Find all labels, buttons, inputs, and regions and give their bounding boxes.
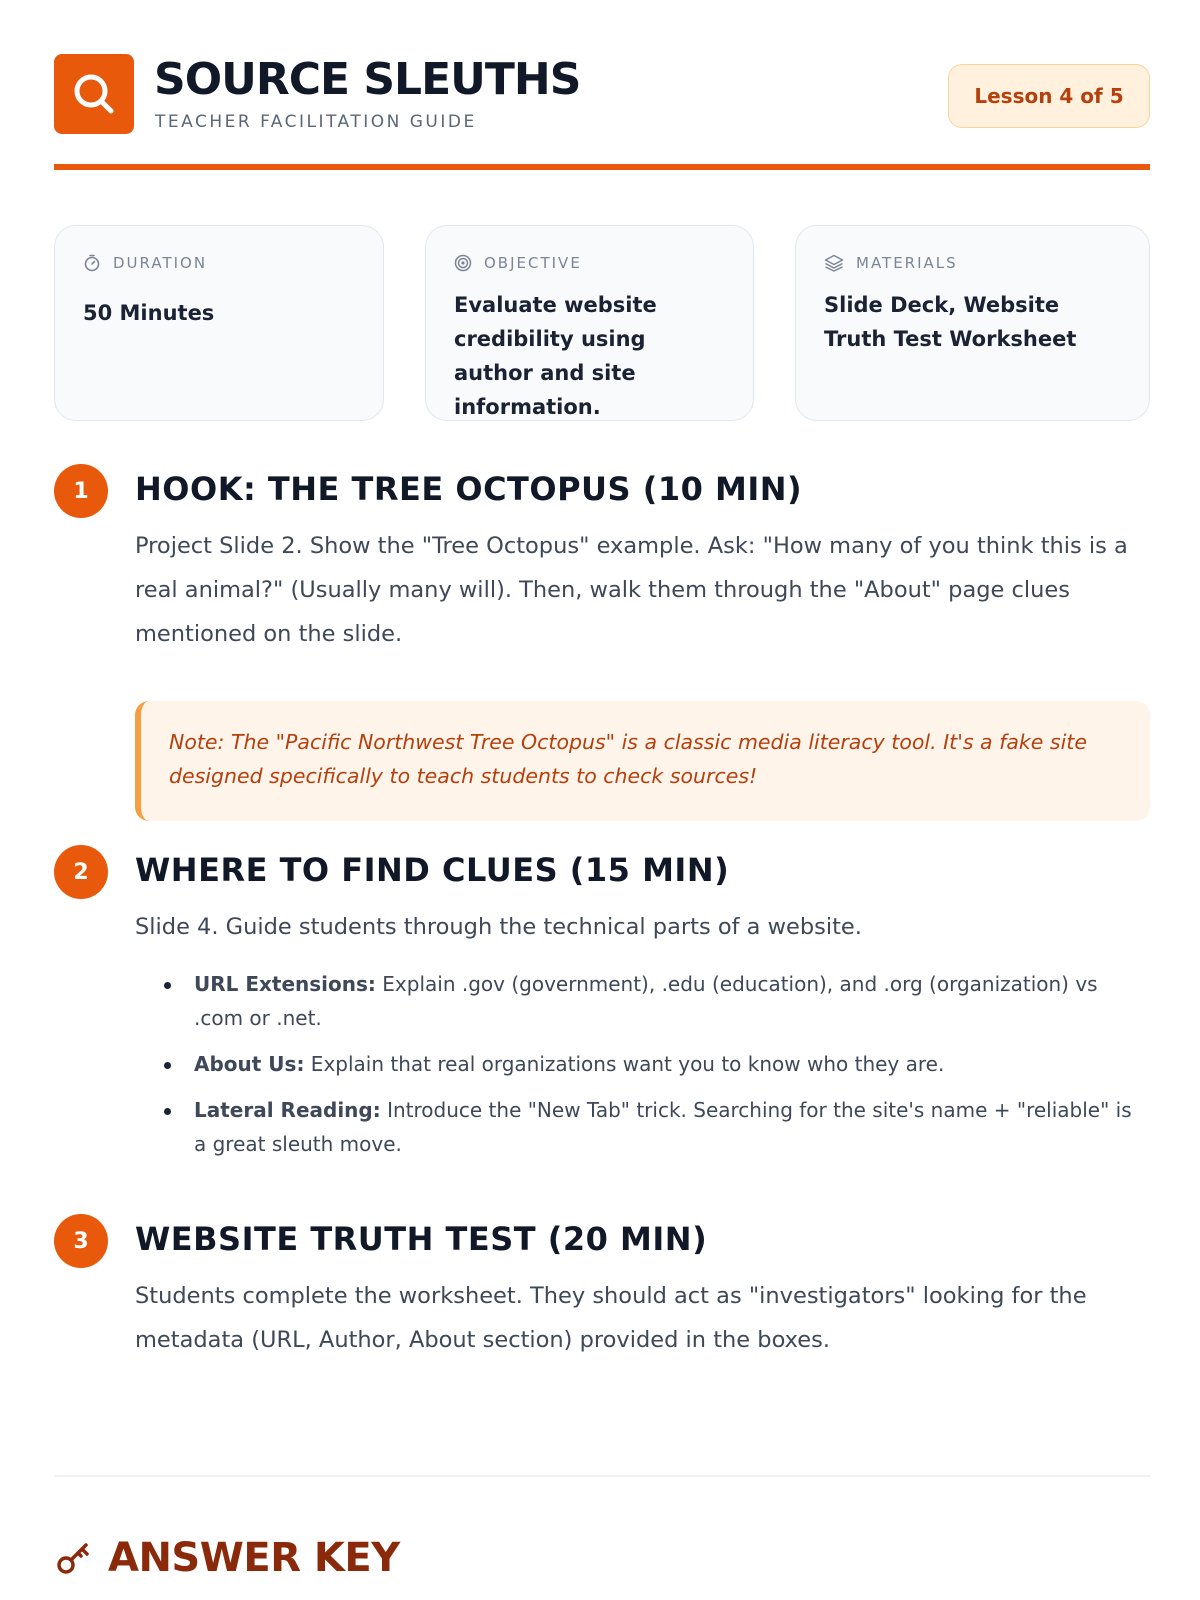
search-icon: [70, 70, 118, 118]
section-clues: [54, 843, 1150, 1173]
brand-subtitle: TEACHER FACILITATION GUIDE: [155, 112, 477, 132]
list-item: [162, 1047, 1150, 1081]
list-item-heading: About Us:: [194, 1052, 305, 1076]
card-value: Slide Deck, Website Truth Test Worksheet: [824, 293, 1077, 351]
note-callout: Note: The "Pacific Northwest Tree Octopus" is a classic media literacy tool. It's a fake site designed specifically to teach students to check sources!: [135, 701, 1150, 821]
list-item: [162, 1093, 1150, 1161]
clue-list: [162, 967, 1150, 1173]
step-number: 3: [54, 1214, 108, 1268]
brand-title: SOURCE SLEUTHS: [154, 54, 581, 105]
section-body: Project Slide 2. Show the "Tree Octopus" example. Ask: "How many of you think this is a real animal?" (Usually many will). Then, walk them through the "About" page clues mentioned on the slide.: [135, 533, 1128, 647]
card-label: [454, 254, 582, 272]
key-icon: [54, 1538, 94, 1578]
card-label: [824, 254, 958, 272]
card-label: [83, 254, 207, 272]
stopwatch-icon: [83, 254, 101, 272]
answer-key-heading: [54, 1532, 400, 1584]
list-item-text: Explain .gov (government), .edu (education), and .org (organization) vs .com or .net.: [194, 972, 1098, 1030]
section-title: HOOK: THE TREE OCTOPUS (10 MIN): [135, 470, 803, 508]
step-number: 1: [54, 464, 108, 518]
header-divider: [54, 164, 1150, 170]
section-title: WHERE TO FIND CLUES (15 MIN): [135, 851, 730, 889]
card-value: 50 Minutes: [83, 301, 215, 325]
target-icon: [454, 254, 472, 272]
section-title: WEBSITE TRUTH TEST (20 MIN): [135, 1220, 708, 1258]
info-cards: [54, 225, 1150, 421]
section-body: Students complete the worksheet. They should act as "investigators" looking for the metadata (URL, Author, About section) provided in the boxes.: [135, 1283, 1087, 1353]
list-item-text: Introduce the "New Tab" trick. Searching for the site's name + "reliable" is a great sleuth move.: [194, 1098, 1132, 1156]
layers-icon: [824, 254, 844, 272]
answer-key-title: ANSWER KEY: [108, 1535, 400, 1581]
page-header: [54, 54, 1150, 134]
list-item: [162, 967, 1150, 1035]
list-item-heading: URL Extensions:: [194, 972, 376, 996]
objective-card: [425, 225, 754, 421]
section-hook: [54, 462, 1150, 802]
duration-card: [54, 225, 384, 421]
card-label-text: DURATION: [113, 254, 208, 272]
divider: [54, 1475, 1150, 1477]
list-item-text: Explain that real organizations want you to know who they are.: [304, 1052, 945, 1076]
section-truth-test: [54, 1212, 1150, 1382]
list-item-heading: Lateral Reading:: [194, 1098, 381, 1122]
section-body: Slide 4. Guide students through the technical parts of a website.: [135, 914, 862, 940]
logo: [54, 54, 134, 134]
card-value: Evaluate website credibility using author and site information.: [454, 293, 657, 419]
lesson-badge: Lesson 4 of 5: [948, 64, 1150, 128]
materials-card: [795, 225, 1150, 421]
card-label-text: MATERIALS: [856, 254, 958, 272]
step-number: 2: [54, 845, 108, 899]
card-label-text: OBJECTIVE: [484, 254, 582, 272]
